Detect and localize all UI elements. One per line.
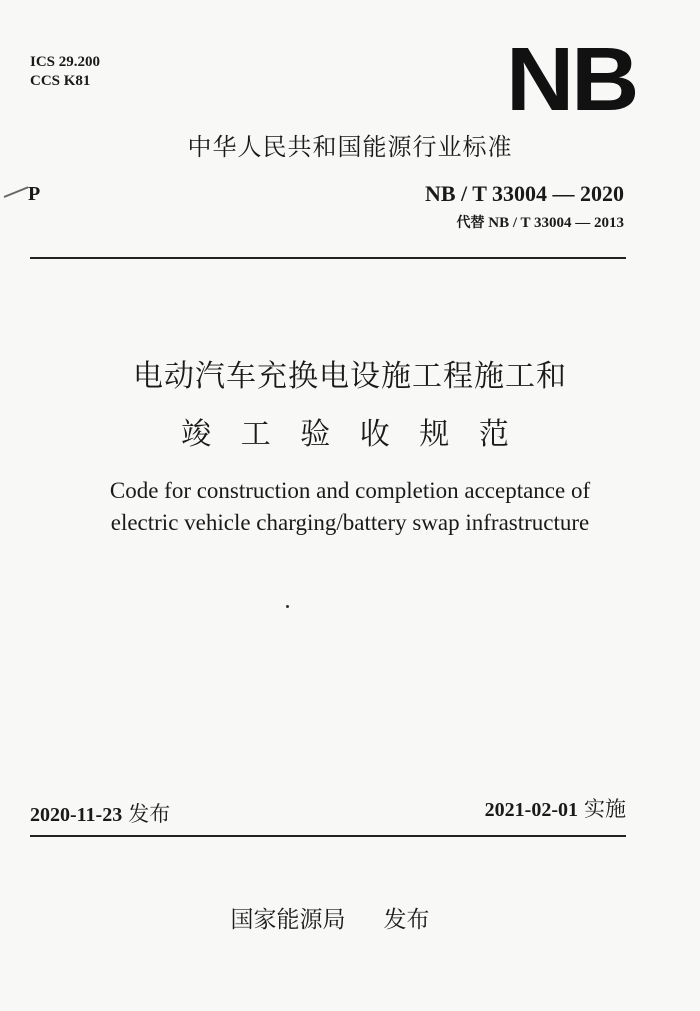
ics-code: ICS 29.200 (30, 54, 101, 70)
publisher-name: 国家能源局 (230, 907, 346, 933)
issue-date-block (30, 800, 170, 829)
effective-date-block (485, 795, 626, 824)
issue-label: 发布 (128, 802, 171, 826)
nb-logo: NB (506, 30, 637, 130)
pen-stroke-mark (4, 186, 29, 198)
issuing-authority-title: 中华人民共和国能源行业标准 (187, 133, 513, 161)
title-english-line1: Code for construction and completion acceptance of (109, 478, 591, 503)
publisher-line (0, 905, 660, 935)
replaces-prefix: 代替 (456, 215, 485, 231)
title-english-line2: electric vehicle charging/battery swap infrastructure (110, 510, 590, 535)
title-chinese-line1: 电动汽车充换电设施工程施工和 (133, 359, 567, 394)
standard-number: NB / T 33004 — 2020 (424, 181, 624, 206)
effective-date: 2021-02-01 (484, 799, 578, 821)
category-code: P (28, 183, 41, 205)
effective-label: 实施 (584, 797, 626, 821)
issue-date: 2020-11-23 (30, 804, 123, 826)
replaces-standard (457, 213, 624, 233)
title-chinese-line2: 竣 工 验 收 规 范 (181, 417, 519, 452)
publisher-action: 发布 (383, 907, 430, 933)
replaces-number: NB / T 33004 — 2013 (488, 215, 624, 231)
top-divider (30, 257, 626, 259)
bottom-divider (30, 835, 626, 837)
speck-mark (286, 605, 289, 608)
classification-codes (30, 53, 100, 91)
ccs-code: CCS K81 (30, 73, 91, 89)
